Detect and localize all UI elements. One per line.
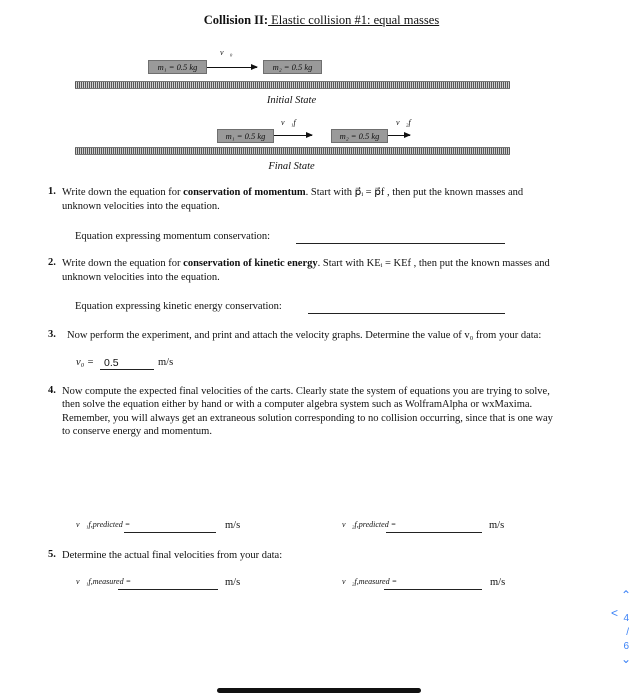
q1-text: Write down the equation for conservation of momentum. Start with p⃗ᵢ = p⃗f , then put the known masses and unknown velocities into the equation. bbox=[62, 187, 524, 213]
v1f-measured-field[interactable] bbox=[118, 589, 218, 590]
q2-label: Equation expressing kinetic energy conservation: bbox=[75, 301, 282, 312]
v2f-predicted-label: v⃗₂f,predicted = bbox=[342, 520, 397, 529]
q3-variable: v₀ = bbox=[76, 357, 95, 368]
v2f-measured-field[interactable] bbox=[384, 589, 482, 590]
page-current: 4 bbox=[623, 613, 629, 624]
mass2-initial: m₂ = 0.5 kg bbox=[263, 60, 322, 74]
final-state-caption: Final State bbox=[268, 161, 315, 172]
q5-text: Determine the actual final velocities from your data: bbox=[62, 550, 283, 561]
track-initial bbox=[75, 81, 510, 89]
q5-number: 5. bbox=[48, 549, 56, 560]
velocity-arrow-initial bbox=[207, 67, 257, 68]
velocity-label-2f: v⃗₂f bbox=[396, 118, 411, 127]
v2f-measured-label: v⃗₂f,measured = bbox=[342, 577, 397, 586]
q2-text: Write down the equation for conservation of kinetic energy. Start with KEᵢ = KEf , then put the known masses and unknown velocities into the equation. bbox=[62, 258, 550, 284]
q3-unit: m/s bbox=[158, 357, 174, 368]
q4-text: Now compute the expected final velocities of the carts. Clearly state the system of equations you are trying to solve, then solve the equation either by hand or with a computer algebra system such as WolframAlpha or wxMaxima. Remember, you will always get an extraneous solution corresponding to no collision occurring, since that is one way to conserve energy and momentum. bbox=[62, 386, 553, 437]
q4-number: 4. bbox=[48, 385, 56, 396]
velocity-arrow-2f bbox=[388, 135, 410, 136]
title-rest: Elastic collision #1: equal masses bbox=[268, 13, 440, 27]
v0-field-line bbox=[100, 369, 154, 370]
page-total: 6 bbox=[623, 641, 629, 652]
page-up-icon[interactable]: ⌃ bbox=[620, 588, 631, 602]
v1f-measured-unit: m/s bbox=[225, 577, 241, 588]
q1-number: 1. bbox=[48, 186, 56, 197]
v2f-predicted-field[interactable] bbox=[386, 532, 482, 533]
mass1-initial: m₁ = 0.5 kg bbox=[148, 60, 207, 74]
momentum-equation-field[interactable] bbox=[296, 243, 505, 244]
q2-number: 2. bbox=[48, 257, 56, 268]
page-separator: / bbox=[626, 627, 629, 638]
page-down-icon[interactable]: ⌄ bbox=[620, 652, 631, 666]
velocity-arrow-1f bbox=[274, 135, 312, 136]
velocity-label-initial: v⃗₀ bbox=[220, 48, 233, 57]
v1f-measured-label: v⃗₁f,measured = bbox=[76, 577, 131, 586]
q3-number: 3. bbox=[48, 329, 56, 340]
velocity-label-1f: v⃗₁f bbox=[281, 118, 296, 127]
page-title bbox=[0, 13, 643, 28]
v1f-predicted-unit: m/s bbox=[225, 520, 241, 531]
energy-equation-field[interactable] bbox=[308, 313, 505, 314]
q3-text: Now perform the experiment, and print and attach the velocity graphs. Determine the value of v₀ from your data: bbox=[67, 330, 542, 341]
title-bold: Collision II: bbox=[203, 13, 269, 27]
track-final bbox=[75, 147, 510, 155]
back-chevron-icon[interactable]: < bbox=[610, 606, 618, 620]
v2f-measured-unit: m/s bbox=[490, 577, 506, 588]
q1-label: Equation expressing momentum conservation: bbox=[75, 231, 271, 242]
v0-value[interactable]: 0.5 bbox=[104, 357, 119, 369]
v2f-predicted-unit: m/s bbox=[489, 520, 505, 531]
v1f-predicted-field[interactable] bbox=[124, 532, 216, 533]
initial-state-caption: Initial State bbox=[266, 95, 317, 106]
mass1-final: m₁ = 0.5 kg bbox=[217, 129, 274, 143]
home-indicator[interactable] bbox=[217, 688, 421, 693]
v1f-predicted-label: v⃗₁f,predicted = bbox=[76, 520, 131, 529]
mass2-final: m₂ = 0.5 kg bbox=[331, 129, 388, 143]
